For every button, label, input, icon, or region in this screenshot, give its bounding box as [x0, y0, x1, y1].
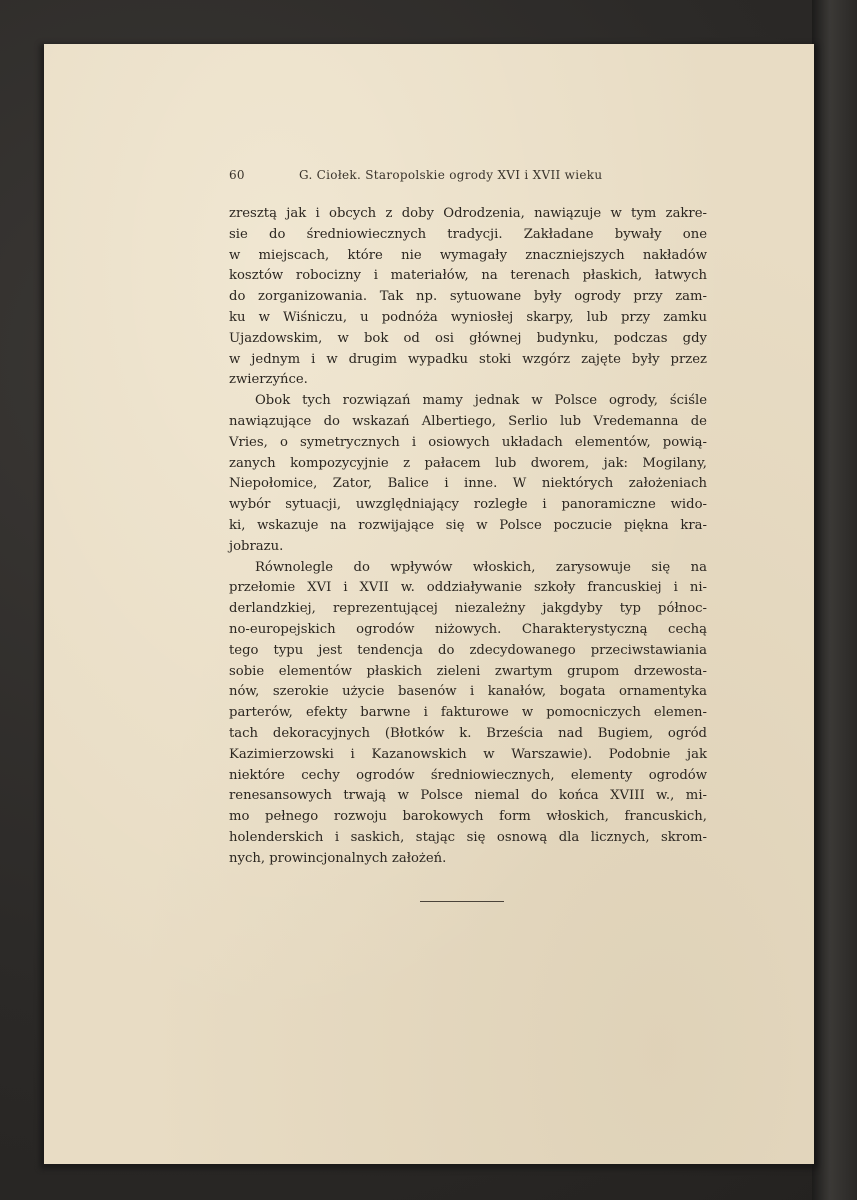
text-line: Vries, o symetrycznych i osiowych układach elementów, powią- — [229, 434, 707, 450]
text-line: tego typu jest tendencja do zdecydowanego przeciwstawiania — [229, 642, 707, 658]
text-line: Równolegle do wpływów włoskich, zarysowuje się na — [255, 559, 707, 575]
text-line: zanych kompozycyjnie z pałacem lub dworem, jak: Mogilany, — [229, 455, 707, 471]
text-line: nawiązujące do wskazań Albertiego, Serlio lub Vredemanna de — [229, 413, 707, 429]
text-line: derlandzkiej, reprezentującej niezależny jakgdyby typ północ- — [229, 601, 707, 617]
text-line: zresztą jak i obcych z doby Odrodzenia, nawiązuje w tym zakre- — [229, 206, 707, 221]
paragraph — [229, 204, 707, 391]
text-line: sobie elementów płaskich zieleni zwartym grupom drzewosta- — [229, 663, 707, 679]
body-text — [229, 204, 707, 870]
paragraph — [229, 391, 707, 557]
page-number: 60 — [229, 168, 245, 182]
text-line: zwierzyńce. — [229, 372, 308, 388]
text-line: no-europejskich ogrodów niżowych. Charakterystyczną cechą — [229, 621, 707, 637]
text-line: w miejscach, które nie wymagały znaczniejszych nakładów — [229, 247, 707, 263]
text-line: sie do średniowiecznych tradycji. Zakładane bywały one — [229, 226, 707, 242]
text-line: nów, szerokie użycie basenów i kanałów, bogata ornamentyka — [229, 684, 707, 700]
text-line: Niepołomice, Zator, Balice i inne. W niektórych założeniach — [229, 476, 707, 492]
text-line: parterów, efekty barwne i fakturowe w pomocniczych elemen- — [229, 705, 707, 721]
running-title: G. Ciołek. Staropolskie ogrody XVI i XVII wieku — [299, 168, 603, 182]
text-line: renesansowych trwają w Polsce niemal do końca XVIII w., mi- — [229, 788, 707, 804]
paragraph — [229, 558, 707, 870]
text-line: w jednym i w drugim wypadku stoki wzgórz zajęte były przez — [229, 351, 707, 367]
end-rule — [420, 901, 504, 902]
text-line: niektóre cechy ogrodów średniowiecznych, elementy ogrodów — [229, 767, 707, 783]
book-edge — [812, 0, 857, 1200]
text-line: mo pełnego rozwoju barokowych form włoskich, francuskich, — [229, 809, 707, 825]
text-line: Ujazdowskim, w bok od osi głównej budynku, podczas gdy — [229, 330, 707, 346]
text-line: Obok tych rozwiązań mamy jednak w Polsce ogrody, ściśle — [255, 393, 707, 409]
text-line: tach dekoracyjnych (Błotków k. Brześcia nad Bugiem, ogród — [229, 725, 707, 741]
text-line: przełomie XVI i XVII w. oddziaływanie szkoły francuskiej i ni- — [229, 580, 707, 596]
text-line: kosztów robocizny i materiałów, na terenach płaskich, łatwych — [229, 268, 707, 284]
text-line: do zorganizowania. Tak np. sytuowane były ogrody przy zam- — [229, 289, 707, 305]
text-line: jobrazu. — [229, 538, 284, 554]
text-line: nych, prowincjonalnych założeń. — [229, 850, 447, 866]
text-line: holenderskich i saskich, stając się osnową dla licznych, skrom- — [229, 829, 707, 845]
text-line: ku w Wiśniczu, u podnóża wyniosłej skarpy, lub przy zamku — [229, 309, 707, 325]
page-header — [229, 168, 639, 186]
text-line: ki, wskazuje na rozwijające się w Polsce poczucie piękna kra- — [229, 517, 707, 533]
text-line: Kazimierzowski i Kazanowskich w Warszawie). Podobnie jak — [229, 746, 707, 762]
text-line: wybór sytuacji, uwzględniający rozległe i panoramiczne wido- — [229, 497, 707, 513]
